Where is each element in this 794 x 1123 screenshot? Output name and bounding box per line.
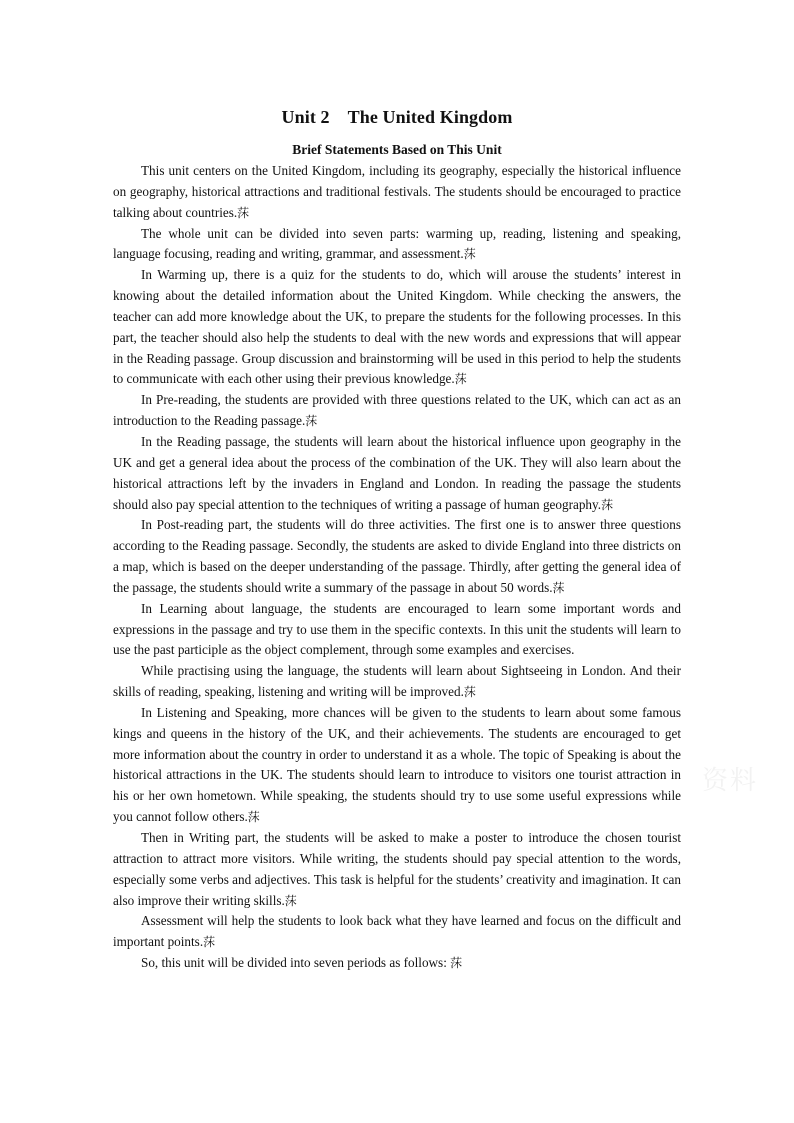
paragraph-reading: In the Reading passage, the students will learn about the historical influence upon geography in the UK and get a general idea about the process of the combination of the UK. They will also learn about the historical attractions left by the invaders in England and London. In reading the passage the students should also pay special attention to the techniques of writing a passage of human geography.莯 — [113, 433, 681, 512]
unit-title — [113, 104, 681, 130]
marker-glyph: 莯 — [237, 205, 250, 220]
paragraph-post-reading: In Post-reading part, the students will do three activities. The first one is to answer three questions according to the Reading passage. Secondly, the students are asked to divide England into three districts on a map, which is based on the deeper understanding of the passage. Thirdly, after getting the general idea of the passage, the students should write a summary of the passage in about 50 words.莯 — [113, 517, 681, 595]
marker-glyph: 莯 — [552, 580, 565, 595]
marker-glyph: 莯 — [284, 893, 297, 908]
marker-glyph: 莯 — [203, 935, 216, 950]
unit-name: The United Kingdom — [347, 107, 513, 127]
paragraph-parts: The whole unit can be divided into seven parts: warming up, reading, listening and speaking, language focusing, reading and writing, grammar, and assessment.莯 — [113, 225, 681, 262]
paragraph-writing: Then in Writing part, the students will be asked to make a poster to introduce the chosen tourist attraction to attract more visitors. While writing, the students should pay special attention to the words, especially some verbs and adjectives. This task is helpful for the students’ creativity and imagination. It can also improve their writing skills.莯 — [113, 830, 681, 908]
paragraph-learning-language: In Learning about language, the students are encouraged to learn some important words and expressions in the passage and try to use them in the specific contexts. In this unit the students will learn to use the past participle as the object complement, through some examples and exercises. — [113, 600, 681, 658]
document-page — [113, 104, 681, 974]
marker-glyph: 莯 — [601, 497, 614, 512]
paragraph-warming-up: In Warming up, there is a quiz for the students to do, which will arouse the students’ interest in knowing about the detailed information about the United Kingdom. While checking the answers, the teacher can add more knowledge about the UK, to prepare the students for the following processes. In this part, the teacher should also help the students to deal with the new words and expressions that will appear in the Reading passage. Group discussion and brainstorming will be used in this period to help the students to communicate with each other using their previous knowledge.莯 — [113, 267, 681, 387]
marker-glyph: 莯 — [463, 685, 476, 700]
marker-glyph: 莯 — [247, 810, 260, 825]
paragraph-pre-reading: In Pre-reading, the students are provided with three questions related to the UK, which can act as an introduction to the Reading passage.莯 — [113, 392, 681, 429]
watermark: 资料 — [702, 766, 759, 796]
paragraph-listening-speaking: In Listening and Speaking, more chances will be given to the students to learn about some famous kings and queens in the history of the UK, and their achievements. The students are encouraged to get more information about the country in order to understand it as a whole. The topic of Speaking is about the historical attractions in the UK. The students should learn to introduce to visitors one tourist attraction in his or her own hometown. While speaking, the students should try to use some useful expressions while you cannot follow others.莯 — [113, 704, 681, 825]
marker-glyph: 莯 — [454, 372, 467, 387]
section-subtitle: Brief Statements Based on This Unit — [292, 142, 502, 157]
marker-glyph: 莯 — [450, 956, 463, 971]
paragraph-periods: So, this unit will be divided into seven periods as follows: 莯 — [141, 955, 463, 971]
paragraph-assessment: Assessment will help the students to look back what they have learned and focus on the difficult and important points.莯 — [113, 913, 681, 950]
marker-glyph: 莯 — [305, 414, 318, 429]
paragraph-overview: This unit centers on the United Kingdom, including its geography, especially the historical influence on geography, historical attractions and traditional festivals. The students should be encouraged to practice talking about countries.莯 — [113, 163, 681, 220]
unit-number: Unit 2 — [281, 107, 330, 127]
marker-glyph: 莯 — [463, 247, 476, 262]
paragraph-practising: While practising using the language, the students will learn about Sightseeing in London. And their skills of reading, speaking, listening and writing will be improved.莯 — [113, 663, 681, 700]
